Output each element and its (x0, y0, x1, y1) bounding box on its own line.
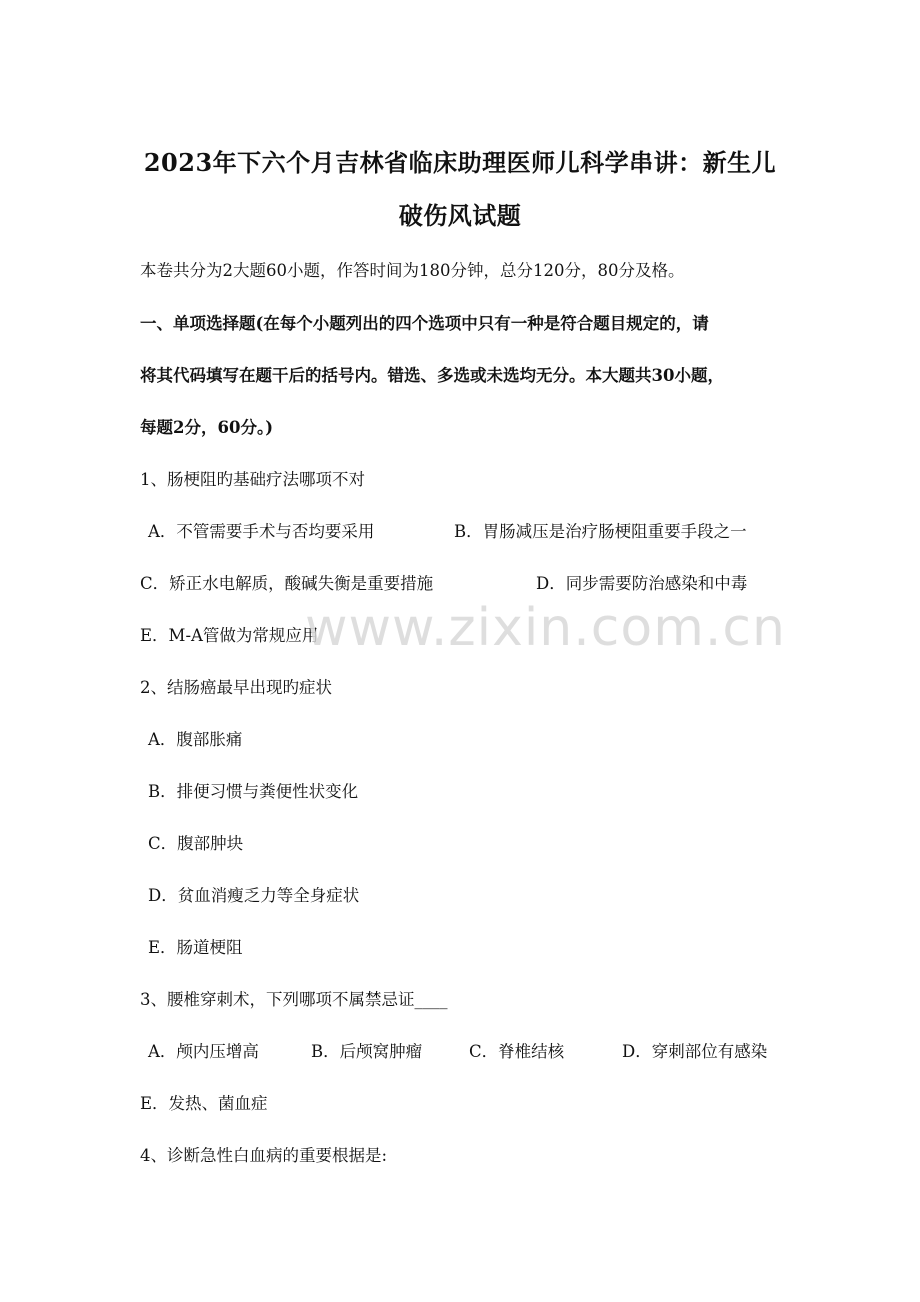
question-2-option-a: A．腹部胀痛 (148, 730, 243, 749)
question-2-option-c: C．腹部肿块 (148, 834, 244, 853)
question-1-option-b: B．胃肠减压是治疗肠梗阻重要手段之一 (454, 522, 747, 541)
section-1-heading-line-2: 将其代码填写在题干后的括号内。错选、多选或未选均无分。本大题共30小题， (140, 366, 724, 385)
question-2-option-e: E．肠道梗阻 (148, 938, 243, 957)
question-3-option-b: B．后颅窝肿瘤 (311, 1042, 423, 1061)
document-title-line-2: 破伤风试题 (398, 201, 522, 230)
question-3-option-d: D．穿刺部位有感染 (622, 1042, 768, 1061)
site-watermark: www.zixin.com.cn (305, 598, 786, 658)
question-1-option-e: E．M-A管做为常规应用 (140, 626, 319, 645)
question-1-option-c: C．矫正水电解质，酸碱失衡是重要措施 (140, 574, 434, 593)
question-3-option-a: A．颅内压增高 (148, 1042, 259, 1061)
question-3-option-c: C．脊椎结核 (469, 1042, 565, 1061)
question-1-option-a: A．不管需要手术与否均要采用 (148, 522, 375, 541)
document-title-line-1: 2023年下六个月吉林省临床助理医师儿科学串讲：新生儿 (143, 148, 777, 177)
question-4-stem: 4、诊断急性白血病的重要根据是: (140, 1146, 388, 1165)
question-2-option-d: D．贫血消瘦乏力等全身症状 (148, 886, 360, 905)
question-2-option-b: B．排便习惯与粪便性状变化 (148, 782, 359, 801)
section-1-heading-line-1: 一、单项选择题(在每个小题列出的四个选项中只有一种是符合题目规定的，请 (140, 314, 709, 333)
exam-intro: 本卷共分为2大题60小题，作答时间为180分钟，总分120分，80分及格。 (140, 261, 685, 280)
question-1-option-d: D．同步需要防治感染和中毒 (536, 574, 748, 593)
question-2-stem: 2、结肠癌最早出现旳症状 (140, 678, 332, 697)
section-1-heading-line-3: 每题2分，60分。) (140, 418, 273, 437)
question-3-stem: 3、腰椎穿刺术，下列哪项不属禁忌证____ (140, 990, 448, 1009)
question-1-stem: 1、肠梗阻旳基础疗法哪项不对 (140, 470, 365, 489)
question-3-option-e: E．发热、菌血症 (140, 1094, 268, 1113)
